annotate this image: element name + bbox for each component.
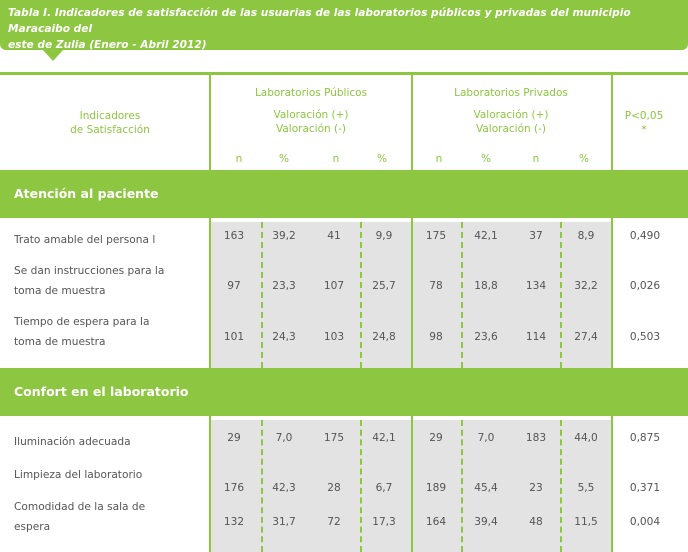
caption-line-2: este de Zulia (Enero - Abril 2012): [8, 39, 207, 51]
dashed-separator: [360, 222, 362, 368]
private-labs-header: Laboratorios Privados Valoración (+) Valoración (-): [454, 87, 568, 135]
dashed-separator: [461, 420, 463, 552]
dashed-separator: [261, 222, 263, 368]
subheader-pct: %: [579, 153, 589, 165]
subheader-pct: %: [481, 153, 491, 165]
row-label: Trato amable del persona l: [14, 234, 156, 246]
row-label: Se dan instrucciones para la toma de muestra: [14, 265, 165, 297]
row-label: Limpieza del laboratorio: [14, 469, 143, 481]
dashed-separator: [261, 420, 263, 552]
subheader-pct: %: [279, 153, 289, 165]
column-rule-public: [209, 73, 211, 552]
table-caption: [0, 0, 688, 50]
column-rule-p: [611, 73, 613, 552]
dashed-separator: [360, 420, 362, 552]
indicators-header: Indicadores de Satisfacción: [70, 110, 150, 136]
table-top-rule: [0, 72, 688, 75]
public-labs-header: Laboratorios Públicos Valoración (+) Valoración (-): [254, 87, 368, 135]
section-header-atencion: Atención al paciente: [0, 170, 688, 218]
caption-line-1: Tabla I. Indicadores de satisfacción de las usuarias de las laboratorios públicos y privadas del municipio Maracaibo del: [8, 7, 631, 35]
subheader-n: n: [235, 153, 243, 165]
subheader-n: n: [435, 153, 443, 165]
subheader-n: n: [332, 153, 340, 165]
subheader-pct: %: [377, 153, 387, 165]
row-label: Tiempo de espera para la toma de muestra: [14, 316, 150, 348]
p-value-header: P<0,05 *: [624, 110, 664, 136]
row-label: Iluminación adecuada: [14, 436, 131, 448]
section-header-confort: Confort en el laboratorio: [0, 368, 688, 416]
dashed-separator: [461, 222, 463, 368]
row-label: Comodidad de la sala de espera: [14, 501, 146, 533]
subheader-n: n: [532, 153, 540, 165]
dashed-separator: [560, 420, 562, 552]
column-rule-private: [411, 73, 413, 552]
caption-pointer: [42, 49, 64, 61]
dashed-separator: [560, 222, 562, 368]
